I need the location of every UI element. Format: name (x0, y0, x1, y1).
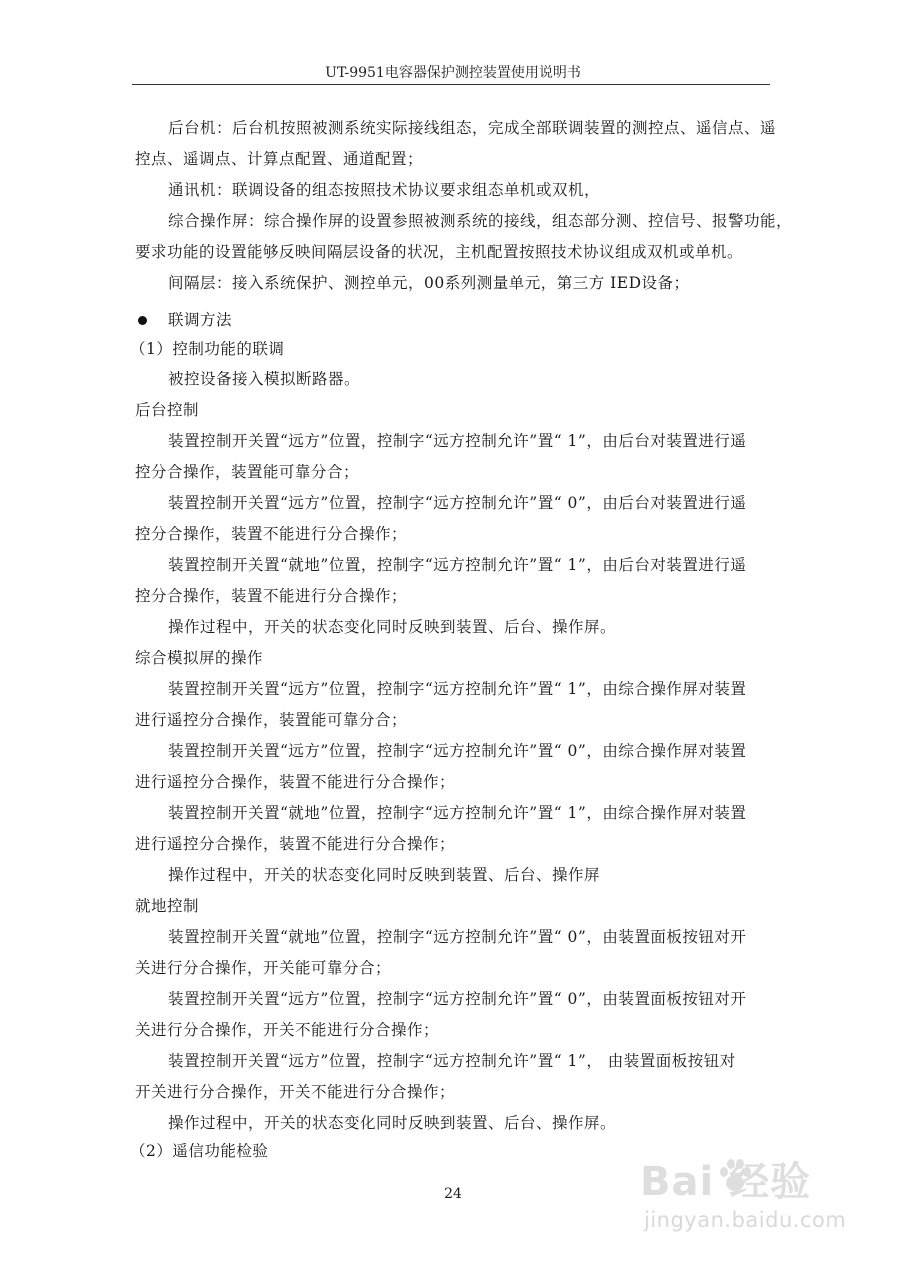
paragraph-line: 综合操作屏：综合操作屏的设置参照被测系统的接线，组态部分测、控信号、报警功能， (168, 212, 793, 230)
paragraph-line: 要求功能的设置能够反映间隔层设备的状况，主机配置按照技术协议组成双机或单机。 (135, 243, 744, 261)
subsection-heading: （2）遥信功能检验 (130, 1142, 269, 1160)
baidu-jingyan-watermark (640, 1150, 876, 1250)
section-heading: 联调方法 (168, 311, 233, 329)
paragraph-line: 操作过程中，开关的状态变化同时反映到装置、后台、操作屏。 (168, 618, 617, 636)
header-rule (132, 84, 770, 85)
paragraph-line: 装置控制开关置“远方”位置，控制字“远方控制允许”置“ 1”，由后台对装置进行遥 (168, 432, 747, 450)
subheading: 综合模拟屏的操作 (135, 649, 264, 667)
paragraph-line: 控分合操作，装置能可靠分合； (135, 463, 360, 481)
paragraph-line: 进行遥控分合操作，装置能可靠分合； (135, 711, 408, 729)
paragraph-line: 装置控制开关置“远方”位置，控制字“远方控制允许”置“ 0”，由装置面板按钮对开 (168, 990, 747, 1008)
paragraph-line: 开关进行分合操作，开关不能进行分合操作； (135, 1083, 456, 1101)
paragraph-line: 装置控制开关置“就地”位置，控制字“远方控制允许”置“ 0”，由装置面板按钮对开 (168, 928, 747, 946)
paragraph-line: 关进行分合操作，开关不能进行分合操作； (135, 1021, 440, 1039)
watermark-logo: Bai 经验 (640, 1159, 812, 1205)
paragraph-line: 通讯机：联调设备的组态按照技术协议要求组态单机或双机， (168, 181, 601, 199)
paragraph-line: 操作过程中，开关的状态变化同时反映到装置、后台、操作屏。 (168, 1114, 617, 1132)
paragraph-line: 被控设备接入模拟断路器。 (168, 370, 361, 388)
bullet-icon (138, 316, 147, 325)
paragraph-line: 关进行分合操作，开关能可靠分合； (135, 959, 392, 977)
paw-icon (715, 1156, 755, 1196)
subheading: 就地控制 (135, 897, 200, 915)
paragraph-line: 装置控制开关置“远方”位置，控制字“远方控制允许”置“ 0”，由综合操作屏对装置 (168, 742, 747, 760)
paragraph-line: 进行遥控分合操作，装置不能进行分合操作； (135, 835, 456, 853)
paragraph-line: 控分合操作，装置不能进行分合操作； (135, 587, 408, 605)
paragraph-line: 装置控制开关置“远方”位置，控制字“远方控制允许”置“ 1”，由综合操作屏对装置 (168, 680, 747, 698)
page-number: 24 (444, 1186, 462, 1202)
subheading: 后台控制 (135, 401, 200, 419)
paragraph-line: 控分合操作，装置不能进行分合操作； (135, 525, 408, 543)
paragraph-line: 装置控制开关置“远方”位置，控制字“远方控制允许”置“ 0”，由后台对装置进行遥 (168, 494, 747, 512)
paragraph-line: 间隔层：接入系统保护、测控单元，00系列测量单元，第三方 IED设备； (168, 274, 690, 292)
paragraph-line: 操作过程中，开关的状态变化同时反映到装置、后台、操作屏 (168, 866, 601, 884)
paragraph-line: 装置控制开关置“远方”位置，控制字“远方控制允许”置“ 1”， 由装置面板按钮对 (168, 1052, 736, 1070)
watermark-url: jingyan.baidu.com (644, 1208, 847, 1232)
paragraph-line: 装置控制开关置“就地”位置，控制字“远方控制允许”置“ 1”，由后台对装置进行遥 (168, 556, 747, 574)
paragraph-line: 装置控制开关置“就地”位置，控制字“远方控制允许”置“ 1”，由综合操作屏对装置 (168, 804, 747, 822)
paragraph-line: 进行遥控分合操作，装置不能进行分合操作； (135, 773, 456, 791)
paragraph-line: 后台机：后台机按照被测系统实际接线组态，完成全部联调装置的测控点、遥信点、遥 (168, 119, 777, 137)
subsection-heading: （1）控制功能的联调 (130, 340, 285, 358)
page-header: UT-9951电容器保护测控装置使用说明书 (325, 65, 581, 81)
paragraph-line: 控点、遥调点、计算点配置、通道配置； (135, 150, 424, 168)
